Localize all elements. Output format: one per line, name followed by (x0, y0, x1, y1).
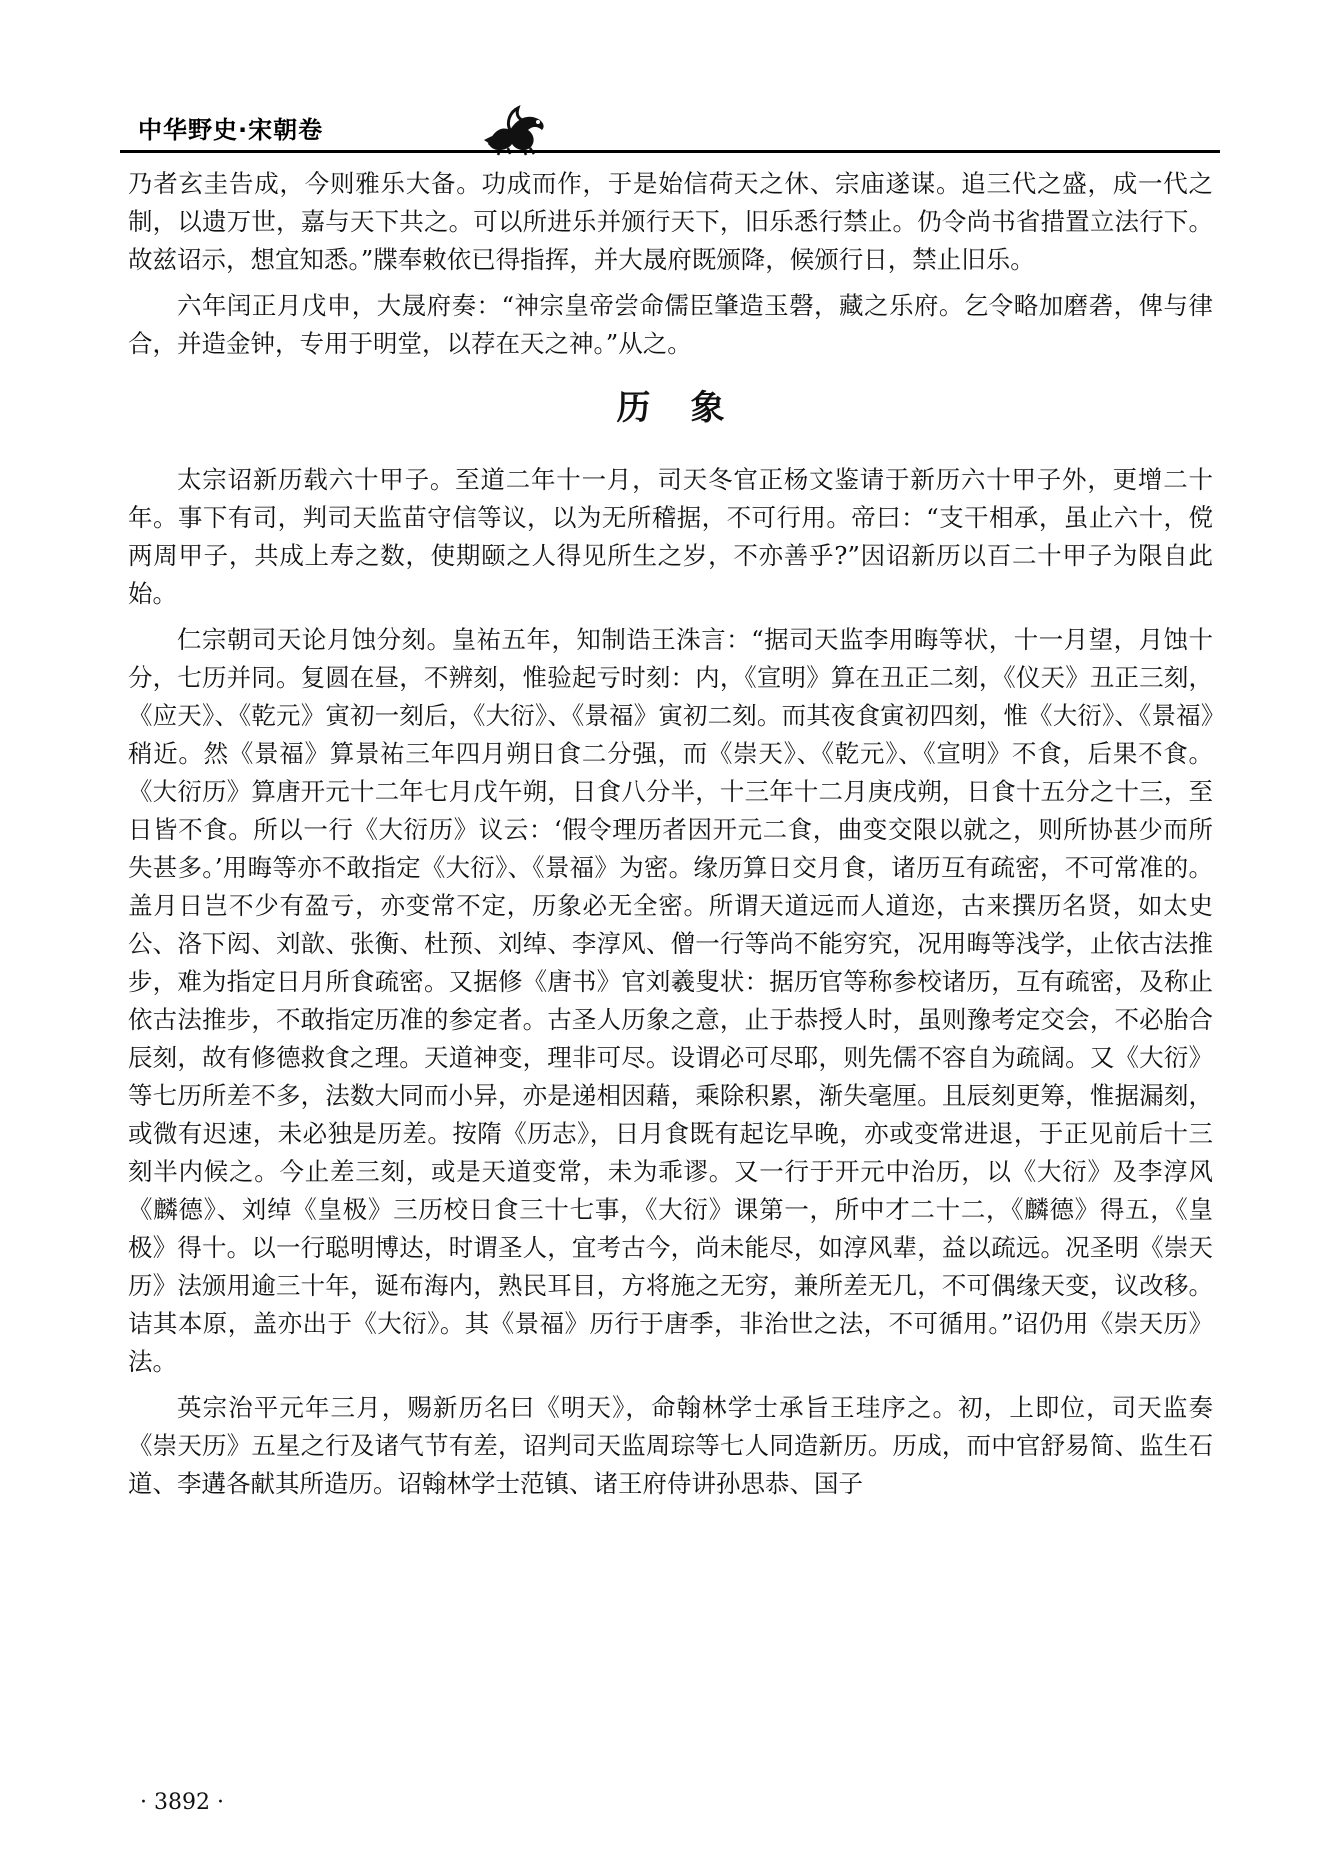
running-header (120, 100, 1220, 160)
body-text (128, 165, 1213, 1511)
paragraph: 六年闰正月戊申，大晟府奏：“神宗皇帝尝命儒臣肇造玉磬，藏之乐府。乞令略加磨砻，俾与律合，并造金钟，专用于明堂，以荐在天之神。”从之。 (128, 291, 1213, 358)
paragraph: 乃者玄圭告成，今则雅乐大备。功成而作，于是始信荷天之休、宗庙遂谋。追三代之盛，成一代之制，以遗万世，嘉与天下共之。可以所进乐并颁行天下，旧乐悉行禁止。仍令尚书省措置立法行下。故兹诏示，想宜知悉。”牒奉敕依已得指挥，并大晟府既颁降，候颁行日，禁止旧乐。 (128, 169, 1213, 274)
paragraph: 太宗诏新历载六十甲子。至道二年十一月，司天冬官正杨文鉴请于新历六十甲子外，更增二十年。事下有司，判司天监苗守信等议，以为无所稽据，不可行用。帝曰：“支干相承，虽止六十，傥两周甲子，共成上寿之数，使期颐之人得见所生之岁，不亦善乎?”因诏新历以百二十甲子为限自此始。 (128, 465, 1213, 608)
section-title: 历象 (616, 388, 765, 428)
dragon-icon (480, 100, 550, 156)
book-title: 中华野史·宋朝卷 (138, 116, 324, 144)
paragraph: 英宗治平元年三月，赐新历名曰《明天》，命翰林学士承旨王珪序之。初，上即位，司天监奏《崇天历》五星之行及诸气节有差，诏判司天监周琮等七人同造新历。历成，而中官舒易简、监生石道、李遘各献其所造历。诏翰林学士范镇、诸王府侍讲孙思恭、国子 (128, 1393, 1213, 1498)
paragraph: 仁宗朝司天论月蚀分刻。皇祐五年，知制诰王洙言：“据司天监李用晦等状，十一月望，月蚀十分，七历并同。复圆在昼，不辨刻，惟验起亏时刻：内，《宣明》算在丑正二刻，《仪天》丑正三刻，《应天》、《乾元》寅初一刻后，《大衍》、《景福》寅初二刻。而其夜食寅初四刻，惟《大衍》、《景福》稍近。然《景福》算景祐三年四月朔日食二分强，而《崇天》、《乾元》、《宣明》不食，后果不食。《大衍历》算唐开元十二年七月戊午朔，日食八分半，十三年十二月庚戌朔，日食十五分之十三，至日皆不食。所以一行《大衍历》议云：‘假令理历者因开元二食，曲变交限以就之，则所协甚少而所失甚多。’用晦等亦不敢指定《大衍》、《景福》为密。缘历算日交月食，诸历互有疏密，不可常准的。盖月日岂不少有盈亏，亦变常不定，历象必无全密。所谓天道远而人道迩，古来撰历名贤，如太史公、洛下闳、刘歆、张衡、杜预、刘绰、李淳风、僧一行等尚不能穷究，况用晦等浅学，止依古法推步，难为指定日月所食疏密。又据修《唐书》官刘羲叟状：据历官等称参校诸历，互有疏密，及称止依古法推步，不敢指定历准的参定者。古圣人历象之意，止于恭授人时，虽则豫考定交会，不必胎合辰刻，故有修德救食之理。天道神变，理非可尽。设谓必可尽耶，则先儒不容自为疏阔。又《大衍》等七历所差不多，法数大同而小异，亦是递相因藉，乘除积累，渐失毫厘。且辰刻更筹，惟据漏刻，或微有迟速，未必独是历差。按隋《历志》，日月食既有起讫早晚，亦或变常进退，于正见前后十三刻半内候之。今止差三刻，或是天道变常，未为乖谬。又一行于开元中治历，以《大衍》及李淳风《麟德》、刘绰《皇极》三历校日食三十七事，《大衍》课第一，所中才二十二，《麟德》得五，《皇极》得十。以一行聪明博达，时谓圣人，宜考古今，尚未能尽，如淳风辈，益以疏远。况圣明《崇天历》法颁用逾三十年，诞布海内，熟民耳目，方将施之无穷，兼所差无几，不可偶缘天变，议改移。诘其本原，盖亦出于《大衍》。其《景福》历行于唐季，非治世之法，不可循用。”诏仍用《崇天历》法。 (128, 625, 1213, 1376)
header-rule (120, 150, 1220, 153)
page-number: · 3892 · (140, 1790, 224, 1815)
